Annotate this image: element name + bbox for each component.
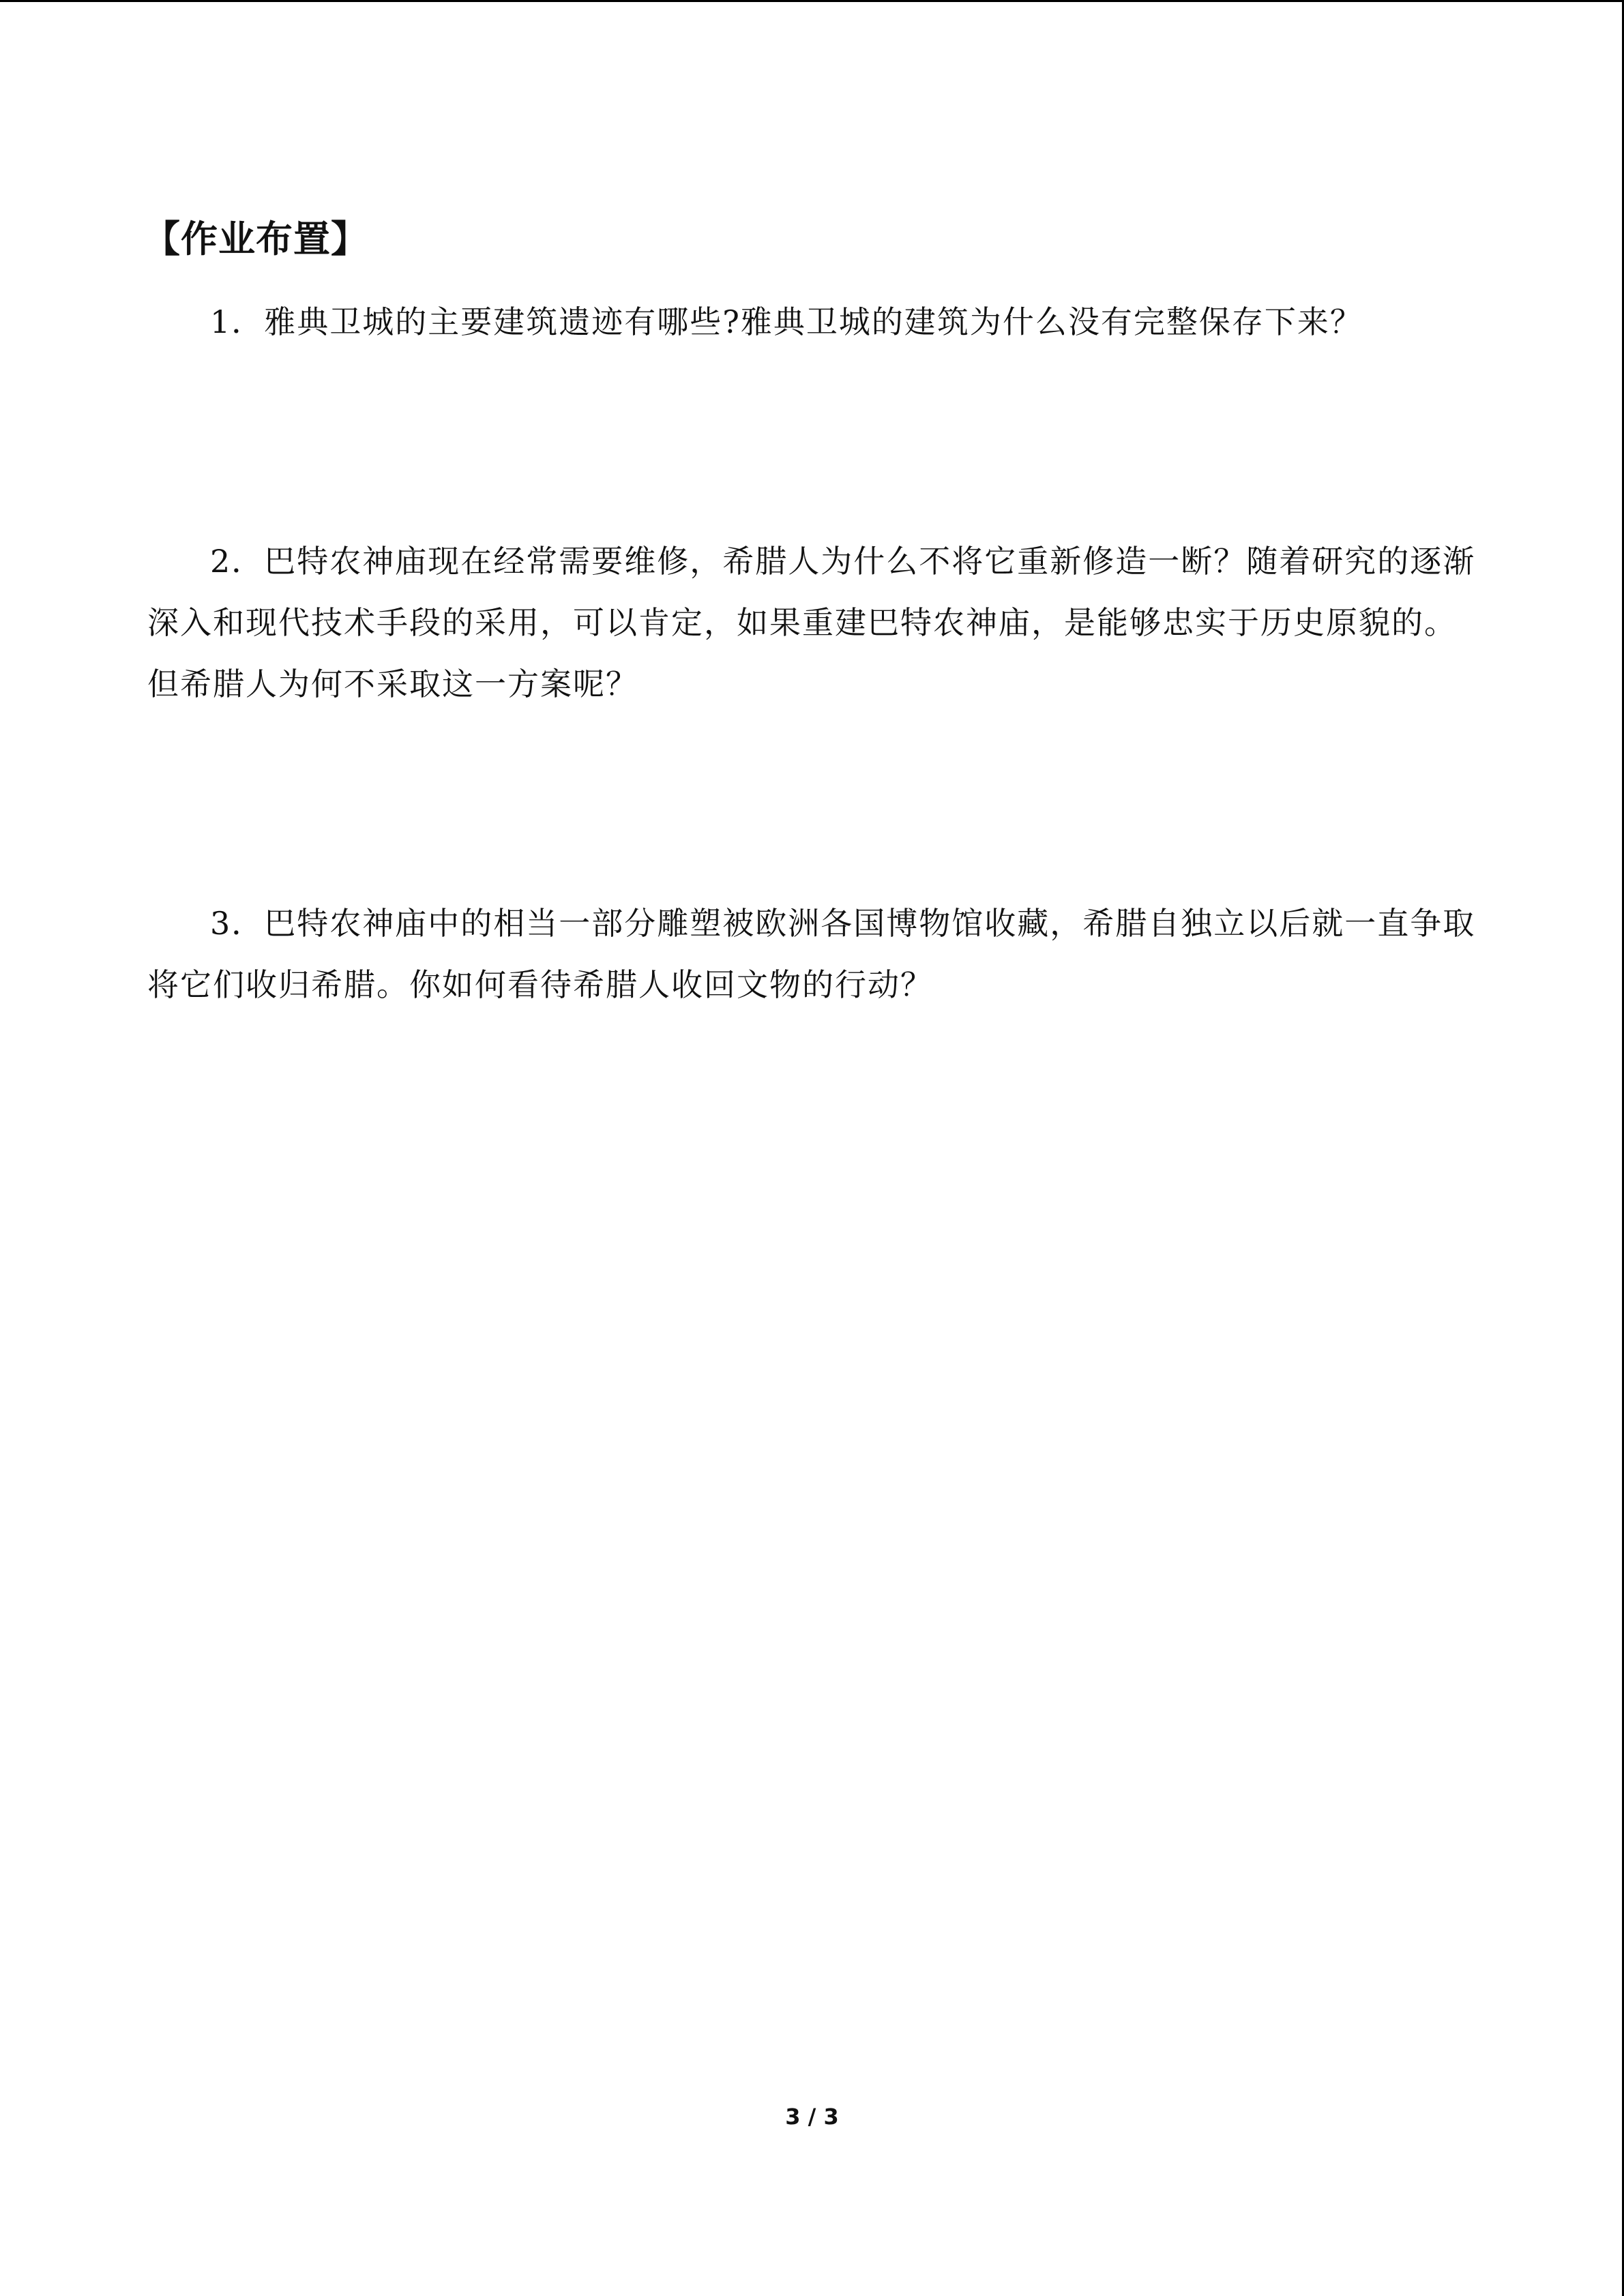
question-2: 2．巴特农神庙现在经常需要维修，希腊人为什么不将它重新修造一断？随着研究的逐渐深入和现代技术手段的采用，可以肯定，如果重建巴特农神庙，是能够忠实于历史原貌的。但希腊人为何不采取这一方案呢？ — [147, 543, 1476, 702]
question-3: 3．巴特农神庙中的相当一部分雕塑被欧洲各国博物馆收藏，希腊自独立以后就一直争取将它们收归希腊。你如何看待希腊人收回文物的行动？ — [147, 905, 1476, 1003]
page-top-border — [0, 0, 1624, 2]
page-number: 3 / 3 — [785, 2104, 839, 2130]
section-title: 【作业布置】 — [143, 218, 368, 260]
question-1: 1．雅典卫城的主要建筑遗迹有哪些?雅典卫城的建筑为什么没有完整保存下来？ — [210, 303, 1363, 340]
